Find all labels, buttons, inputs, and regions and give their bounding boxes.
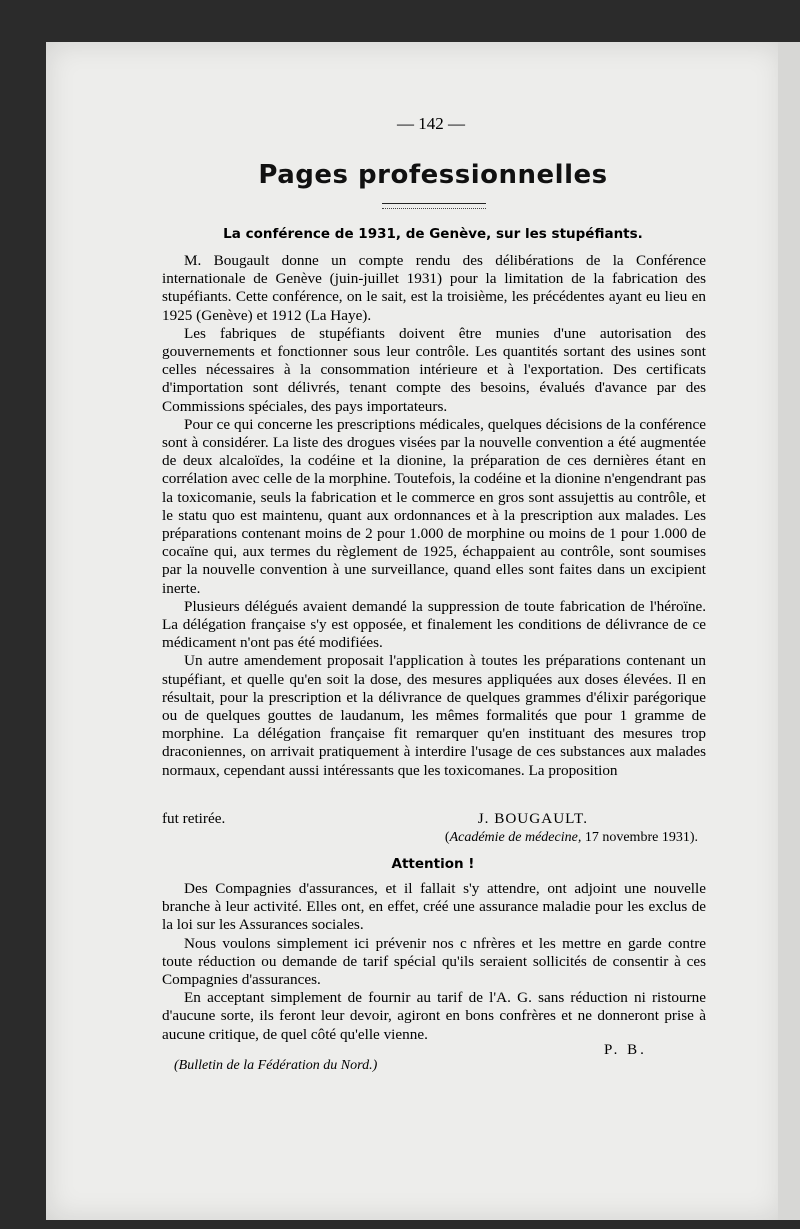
- page-edge: [778, 42, 800, 1220]
- bulletin-citation: (Bulletin de la Fédération du Nord.): [174, 1058, 378, 1073]
- source-date: 17 novembre 1931).: [581, 830, 698, 845]
- section-body-attention: [162, 880, 706, 1044]
- paragraph: Les fabriques de stupéfiants doivent être munies d'une autorisation des gouvernements et fonctionner sous leur contrôle. Les quantités sortant des usines sont celles nécessaires à la consommation intérieure et à l'exportation. Des certificats d'importation sont délivrés, tenant compte des besoins, évalués d'avance par des Commissions spéciales, des pays importateurs.: [162, 324, 706, 415]
- section-title-conference: La conférence de 1931, de Genève, sur les stupéfiants.: [223, 226, 643, 242]
- section-body-conference: [162, 252, 706, 780]
- closing-text: fut retirée.: [162, 810, 226, 827]
- paragraph: Des Compagnies d'assurances, et il fallait s'y attendre, ont adjoint une nouvelle branche à leur activité. Elles ont, en effet, créé une assurance maladie pour les exclus de la loi sur les Assurances sociales.: [162, 880, 706, 934]
- section-title-attention: Attention !: [391, 856, 475, 872]
- source-journal: Académie de médecine,: [449, 830, 582, 845]
- initials-signature: P. B.: [604, 1042, 647, 1058]
- main-title: Pages professionnelles: [258, 160, 608, 190]
- paragraph: M. Bougault donne un compte rendu des délibérations de la Conférence internationale de Genève (juin-juillet 1931) pour la limitation de la fabrication des stupéfiants. Cette conférence, on le sait, est la troisième, les précédentes ayant eu lieu en 1925 (Genève) et 1912 (La Haye).: [162, 252, 706, 324]
- source-citation: (Académie de médecine, 17 novembre 1931).: [444, 830, 698, 845]
- page-number: — 142 —: [397, 114, 465, 133]
- paragraph: Un autre amendement proposait l'application à toutes les préparations contenant un stupéfiant, et quelle qu'en soit la dose, des mesures appliquées aux doses élevées. Il en résultait, pour la prescription et la délivrance de quelques grammes d'élixir parégorique ou de quelques gouttes de laudanum, les mêmes formalités que pour 1 gramme de morphine. La délégation française fit remarquer qu'en instituant des mesures trop draconiennes, on arrivait pratiquement à interdire l'usage de ces substances aux malades normaux, cependant aussi intéressants que les toxicomanes. La proposition: [162, 652, 706, 779]
- title-rule-dotted: [382, 208, 486, 209]
- paragraph: Nous voulons simplement ici prévenir nos c nfrères et les mettre en garde contre toute réduction ou demande de tarif spécial qu'ils seraient sollicités de consentir à ces Compagnies d'assurances.: [162, 934, 706, 989]
- author-signature: J. BOUGAULT.: [477, 810, 588, 827]
- paragraph: En acceptant simplement de fournir au tarif de l'A. G. sans réduction ni ristourne d'aucune sorte, ils feront leur devoir, agiront en bons confrères et ne donneront prise à aucune critique, de quel côté qu'elle vienne.: [162, 989, 706, 1043]
- title-rule: [382, 203, 486, 204]
- paragraph: Pour ce qui concerne les prescriptions médicales, quelques décisions de la conférence sont à considérer. La liste des drogues visées par la nouvelle convention a été augmentée de deux alcaloïdes, la codéine et la dionine, la préparation de ces dernières étant en corrélation avec celle de la morphine. Toutefois, la codéine et la dionine n'engendrant pas la toxicomanie, seuls la fabrication et le commerce en gros sont assujettis au contrôle, et le statu quo est maintenu, quant aux ordonnances et à la prescription aux malades. Les préparations contenant moins de 2 pour 1.000 de morphine ou moins de 1 pour 1.000 de cocaïne qui, aux termes du règlement de 1925, échappaient au contrôle, sont soumises par la nouvelle convention à une surveillance, quand elles sont faites dans un excipient inerte.: [162, 415, 706, 597]
- paragraph: Plusieurs délégués avaient demandé la suppression de toute fabrication de l'héroïne. La délégation française s'y est opposée, et finalement les conditions de délivrance de ce médicament n'ont pas été modifiées.: [162, 597, 706, 652]
